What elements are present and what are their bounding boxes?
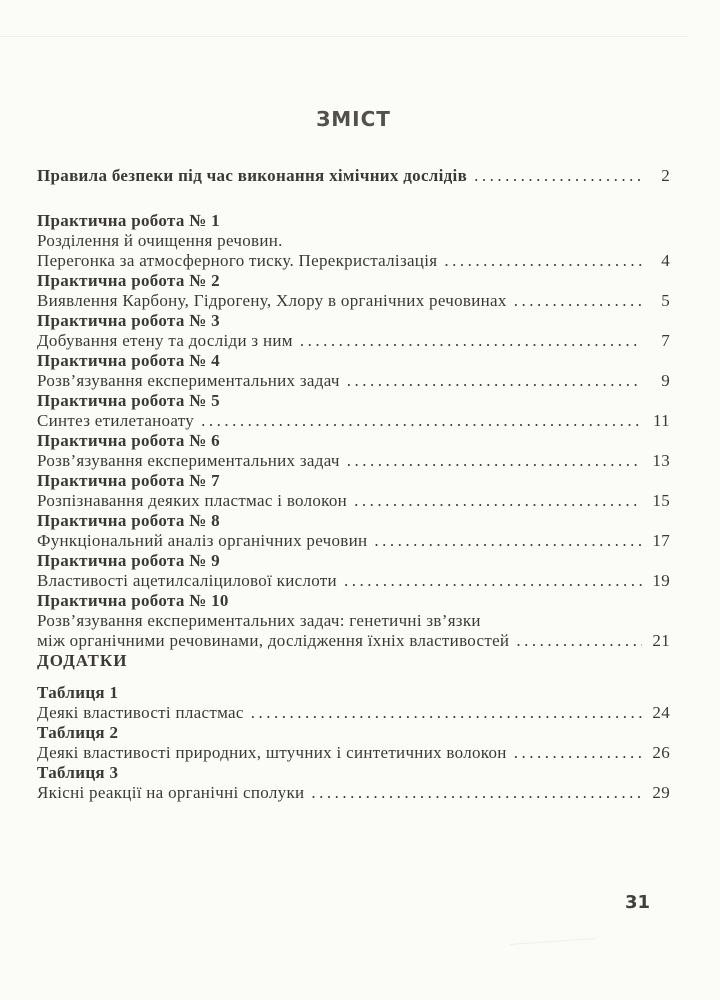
dot-leader: [444, 251, 642, 271]
toc-entry: [37, 683, 670, 723]
toc-line: [37, 371, 670, 391]
toc-entry: [37, 591, 670, 651]
toc-line: [37, 683, 670, 703]
toc-line-text: Розв’язування експериментальних задач: генетичні зв’язки: [37, 611, 481, 630]
toc-line-title: Практична робота № 1: [37, 211, 220, 230]
toc-line: [37, 431, 670, 451]
toc-line-text: Деякі властивості пластмас: [37, 703, 244, 722]
toc-page-ref: 13: [652, 451, 670, 470]
dot-leader: [347, 451, 642, 471]
toc-line: [37, 723, 670, 743]
toc-line-title: ДОДАТКИ: [37, 651, 128, 670]
dot-leader: [300, 331, 642, 351]
toc-line-text: Виявлення Карбону, Гідрогену, Хлору в органічних речовинах: [37, 291, 507, 310]
toc-page-ref: 19: [652, 571, 670, 590]
toc-entry: [37, 551, 670, 591]
toc-line: [37, 291, 670, 311]
toc-line-text: Властивості ацетилсаліцилової кислоти: [37, 571, 337, 590]
toc-line: [37, 611, 670, 631]
toc-line: [37, 231, 670, 251]
toc-page-ref: 9: [661, 371, 670, 390]
toc-page-ref: 2: [661, 166, 670, 185]
toc-line: [37, 531, 670, 551]
toc-line-text: Перегонка за атмосферного тиску. Перекристалізація: [37, 251, 438, 270]
dot-leader: [516, 631, 642, 651]
toc-entry: [37, 311, 670, 351]
toc-page-ref: 7: [661, 331, 670, 350]
toc-line-title: Практична робота № 8: [37, 511, 220, 530]
page-number: 31: [624, 892, 650, 913]
toc-entry: [37, 271, 670, 311]
toc-line-title: Таблиця 2: [37, 723, 119, 742]
toc-page-ref: 4: [661, 251, 670, 270]
toc-line-title: Практична робота № 2: [37, 271, 220, 290]
toc-line: [37, 783, 670, 803]
toc-section-heading: [37, 651, 670, 671]
toc-entry: [37, 471, 670, 511]
dot-leader: [374, 531, 642, 551]
toc: [37, 166, 670, 803]
toc-line: [37, 631, 670, 651]
toc-entry: [37, 763, 670, 803]
toc-line-text: Розв’язування експериментальних задач: [37, 371, 340, 390]
toc-line: [37, 651, 670, 671]
toc-page-ref: 5: [661, 291, 670, 310]
dot-leader: [311, 783, 642, 803]
toc-entry: [37, 166, 670, 186]
toc-line: [37, 411, 670, 431]
toc-line: [37, 511, 670, 531]
toc-line-text: Функціональний аналіз органічних речовин: [37, 531, 368, 550]
toc-line-text: Добування етену та досліди з ним: [37, 331, 293, 350]
toc-line: [37, 211, 670, 231]
toc-line-title: Таблиця 1: [37, 683, 119, 702]
toc-entry: [37, 511, 670, 551]
toc-page-ref: 29: [652, 783, 670, 802]
dot-leader: [344, 571, 642, 591]
toc-entry: [37, 391, 670, 431]
toc-line: [37, 391, 670, 411]
toc-line: [37, 271, 670, 291]
dot-leader: [474, 166, 642, 186]
toc-line: [37, 743, 670, 763]
toc-line: [37, 491, 670, 511]
toc-line-title: Практична робота № 4: [37, 351, 220, 370]
toc-page-ref: 15: [652, 491, 670, 510]
toc-line-text: Синтез етилетаноату: [37, 411, 195, 430]
toc-line: [37, 166, 670, 186]
toc-page-ref: 21: [652, 631, 670, 650]
toc-line-text: Деякі властивості природних, штучних і синтетичних волокон: [37, 743, 507, 762]
toc-line-title: Практична робота № 10: [37, 591, 229, 610]
dot-leader: [514, 291, 642, 311]
toc-page-ref: 24: [652, 703, 670, 722]
toc-line: [37, 551, 670, 571]
toc-line-text: між органічними речовинами, дослідження їхніх властивостей: [37, 631, 510, 650]
dot-leader: [347, 371, 642, 391]
toc-page-ref: 11: [653, 411, 670, 430]
toc-line-title: Практична робота № 7: [37, 471, 220, 490]
toc-line: [37, 591, 670, 611]
toc-entry: [37, 723, 670, 763]
toc-line-text: Розпізнавання деяких пластмас і волокон: [37, 491, 348, 510]
toc-page-ref: 17: [652, 531, 670, 550]
toc-line-title: Таблиця 3: [37, 763, 119, 782]
page-title: ЗМІСТ: [316, 107, 391, 131]
toc-line-text: Якісні реакції на органічні сполуки: [37, 783, 305, 802]
toc-line: [37, 351, 670, 371]
toc-line-text: Розділення й очищення речовин.: [37, 231, 283, 250]
scan-scratch-artifact: [510, 938, 595, 945]
scan-edge-artifact: [0, 36, 688, 37]
toc-page-ref: 26: [652, 743, 670, 762]
toc-line-text: Розв’язування експериментальних задач: [37, 451, 340, 470]
toc-entry: [37, 351, 670, 391]
toc-line: [37, 331, 670, 351]
dot-leader: [251, 703, 642, 723]
toc-line: [37, 451, 670, 471]
toc-line-title: Практична робота № 9: [37, 551, 220, 570]
toc-line: [37, 763, 670, 783]
dot-leader: [514, 743, 642, 763]
toc-line: [37, 311, 670, 331]
toc-line-title: Правила безпеки під час виконання хімічних дослідів: [37, 166, 468, 185]
toc-line-title: Практична робота № 5: [37, 391, 220, 410]
toc-line-title: Практична робота № 3: [37, 311, 220, 330]
toc-entry: [37, 431, 670, 471]
dot-leader: [201, 411, 642, 431]
toc-entry: [37, 211, 670, 271]
toc-line: [37, 571, 670, 591]
toc-line: [37, 251, 670, 271]
dot-leader: [354, 491, 642, 511]
toc-line-title: Практична робота № 6: [37, 431, 220, 450]
toc-line: [37, 703, 670, 723]
toc-line: [37, 471, 670, 491]
